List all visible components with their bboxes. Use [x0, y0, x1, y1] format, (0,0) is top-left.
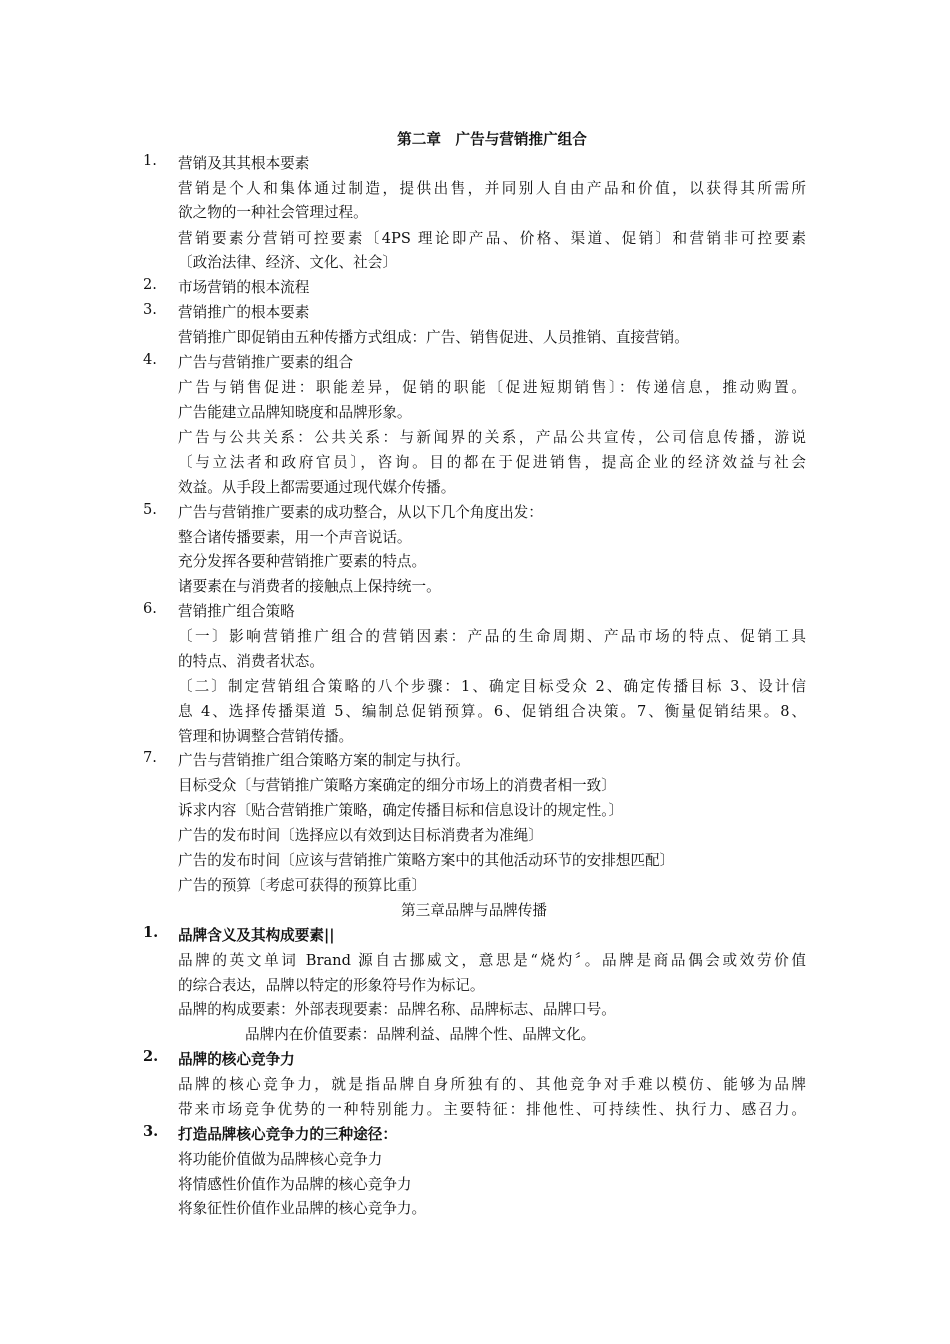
ch2-item-2: [143, 276, 806, 300]
item-number: 1.: [143, 152, 157, 169]
ch2-item-5: [143, 501, 806, 525]
body-text: 带来市场竞争优势的一种特别能力。主要特征：排他性、可持续性、执行力、感召力。: [178, 1101, 806, 1118]
body-text: 目标受众〔与营销推广策略方案确定的细分市场上的消费者相一致〕: [178, 777, 616, 794]
body-text: 〔政治法律、经济、文化、社会〕: [178, 254, 397, 271]
item-heading: 营销及其其根本要素: [178, 155, 310, 172]
item-number: 2.: [143, 1048, 159, 1065]
item-heading: 打造品牌核心竞争力的三种途径：: [178, 1126, 397, 1143]
body-text: 管理和协调整合营销传播。: [178, 728, 354, 745]
item-heading: 品牌含义及其构成要素||: [178, 927, 335, 944]
body-text: 营销推广即促销由五种传播方式组成：广告、销售促进、人员推销、直接营销。: [178, 329, 689, 346]
body-text: 效益。从手段上都需要通过现代媒介传播。: [178, 479, 456, 496]
item-number: 2.: [143, 276, 157, 293]
body-text: 品牌的构成要素：外部表现要素：品牌名称、品牌标志、品牌口号。: [178, 1001, 616, 1018]
body-text: 充分发挥各要种营销推广要素的特点。: [178, 553, 427, 570]
item-number: 6.: [143, 600, 157, 617]
body-text: 品牌内在价值要素：品牌利益、品牌个性、品牌文化。: [245, 1026, 596, 1043]
body-text: 〔二〕制定营销组合策略的八个步骤：1、确定目标受众 2、确定传播目标 3、设计信: [178, 678, 806, 695]
body-text: 品牌的核心竞争力，就是指品牌自身所独有的、其他竞争对手难以模仿、能够为品牌: [178, 1076, 806, 1093]
body-text: 广告的发布时间〔应该与营销推广策略方案中的其他活动环节的安排想匹配〕: [178, 852, 675, 869]
item-number: 1.: [143, 924, 159, 941]
body-text: 将功能价值做为品牌核心竞争力: [178, 1151, 383, 1168]
body-text: 〔一〕影响营销推广组合的营销因素：产品的生命周期、产品市场的特点、促销工具: [178, 628, 806, 645]
chapter-3-title: 第三章品牌与品牌传播: [401, 902, 547, 919]
item-number: 4.: [143, 351, 157, 368]
ch2-item-1: [143, 152, 806, 176]
body-text: 欲之物的一种社会管理过程。: [178, 204, 368, 221]
item-heading: 营销推广的根本要素: [178, 304, 310, 321]
item-heading: 广告与营销推广组合策略方案的制定与执行。: [178, 752, 470, 769]
ch3-item-3: [143, 1123, 806, 1147]
chapter-2-title: 第二章 广告与营销推广组合: [397, 131, 587, 148]
ch3-item-2: [143, 1048, 806, 1072]
ch2-item-7: [143, 749, 806, 773]
body-text: 广告的发布时间〔选择应以有效到达目标消费者为准绳〕: [178, 827, 543, 844]
item-heading: 广告与营销推广要素的成功整合，从以下几个角度出发：: [178, 504, 543, 521]
body-text: 整合诸传播要素，用一个声音说话。: [178, 529, 412, 546]
ch2-item-3: [143, 301, 806, 325]
item-number: 3.: [143, 301, 157, 318]
body-text: 的特点、消费者状态。: [178, 653, 324, 670]
body-text: 广告与销售促进：职能差异，促销的职能〔促进短期销售〕：传递信息，推动购置。: [178, 379, 806, 396]
body-text: 广告与公共关系：公共关系：与新闻界的关系，产品公共宣传，公司信息传播，游说: [178, 429, 806, 446]
item-heading: 市场营销的根本流程: [178, 279, 310, 296]
item-number: 5.: [143, 501, 157, 518]
body-text: 息 4、选择传播渠道 5、编制总促销预算。6、促销组合决策。7、衡量促销结果。8、: [178, 703, 806, 720]
body-text: 将情感性价值作为品牌的核心竞争力: [178, 1176, 412, 1193]
body-text: 的综合表达，品牌以特定的形象符号作为标记。: [178, 977, 485, 994]
ch2-item-4: [143, 351, 806, 375]
item-number: 7.: [143, 749, 157, 766]
ch2-item-6: [143, 600, 806, 624]
item-heading: 营销推广组合策略: [178, 603, 295, 620]
body-text: 品牌的英文单词 Brand 源自古挪威文，意思是“烧灼〞。品牌是商品偶会或效劳价值: [178, 952, 806, 969]
body-text: 将象征性价值作业品牌的核心竞争力。: [178, 1200, 427, 1217]
item-number: 3.: [143, 1123, 159, 1140]
body-text: 营销要素分营销可控要素〔4PS 理论即产品、价格、渠道、促销〕和营销非可控要素: [178, 230, 806, 247]
item-heading: 品牌的核心竞争力: [178, 1051, 295, 1068]
item-heading: 广告与营销推广要素的组合: [178, 354, 354, 371]
ch3-item-1: [143, 924, 806, 948]
body-text: 广告能建立品牌知晓度和品牌形象。: [178, 404, 412, 421]
body-text: 〔与立法者和政府官员〕，咨询。目的都在于促进销售，提高企业的经济效益与社会: [178, 454, 806, 471]
body-text: 诉求内容〔贴合营销推广策略，确定传播目标和信息设计的规定性。〕: [178, 802, 624, 819]
body-text: 广告的预算〔考虑可获得的预算比重〕: [178, 877, 427, 894]
body-text: 营销是个人和集体通过制造，提供出售，并同别人自由产品和价值，以获得其所需所: [178, 180, 806, 197]
body-text: 诸要素在与消费者的接触点上保持统一。: [178, 578, 441, 595]
